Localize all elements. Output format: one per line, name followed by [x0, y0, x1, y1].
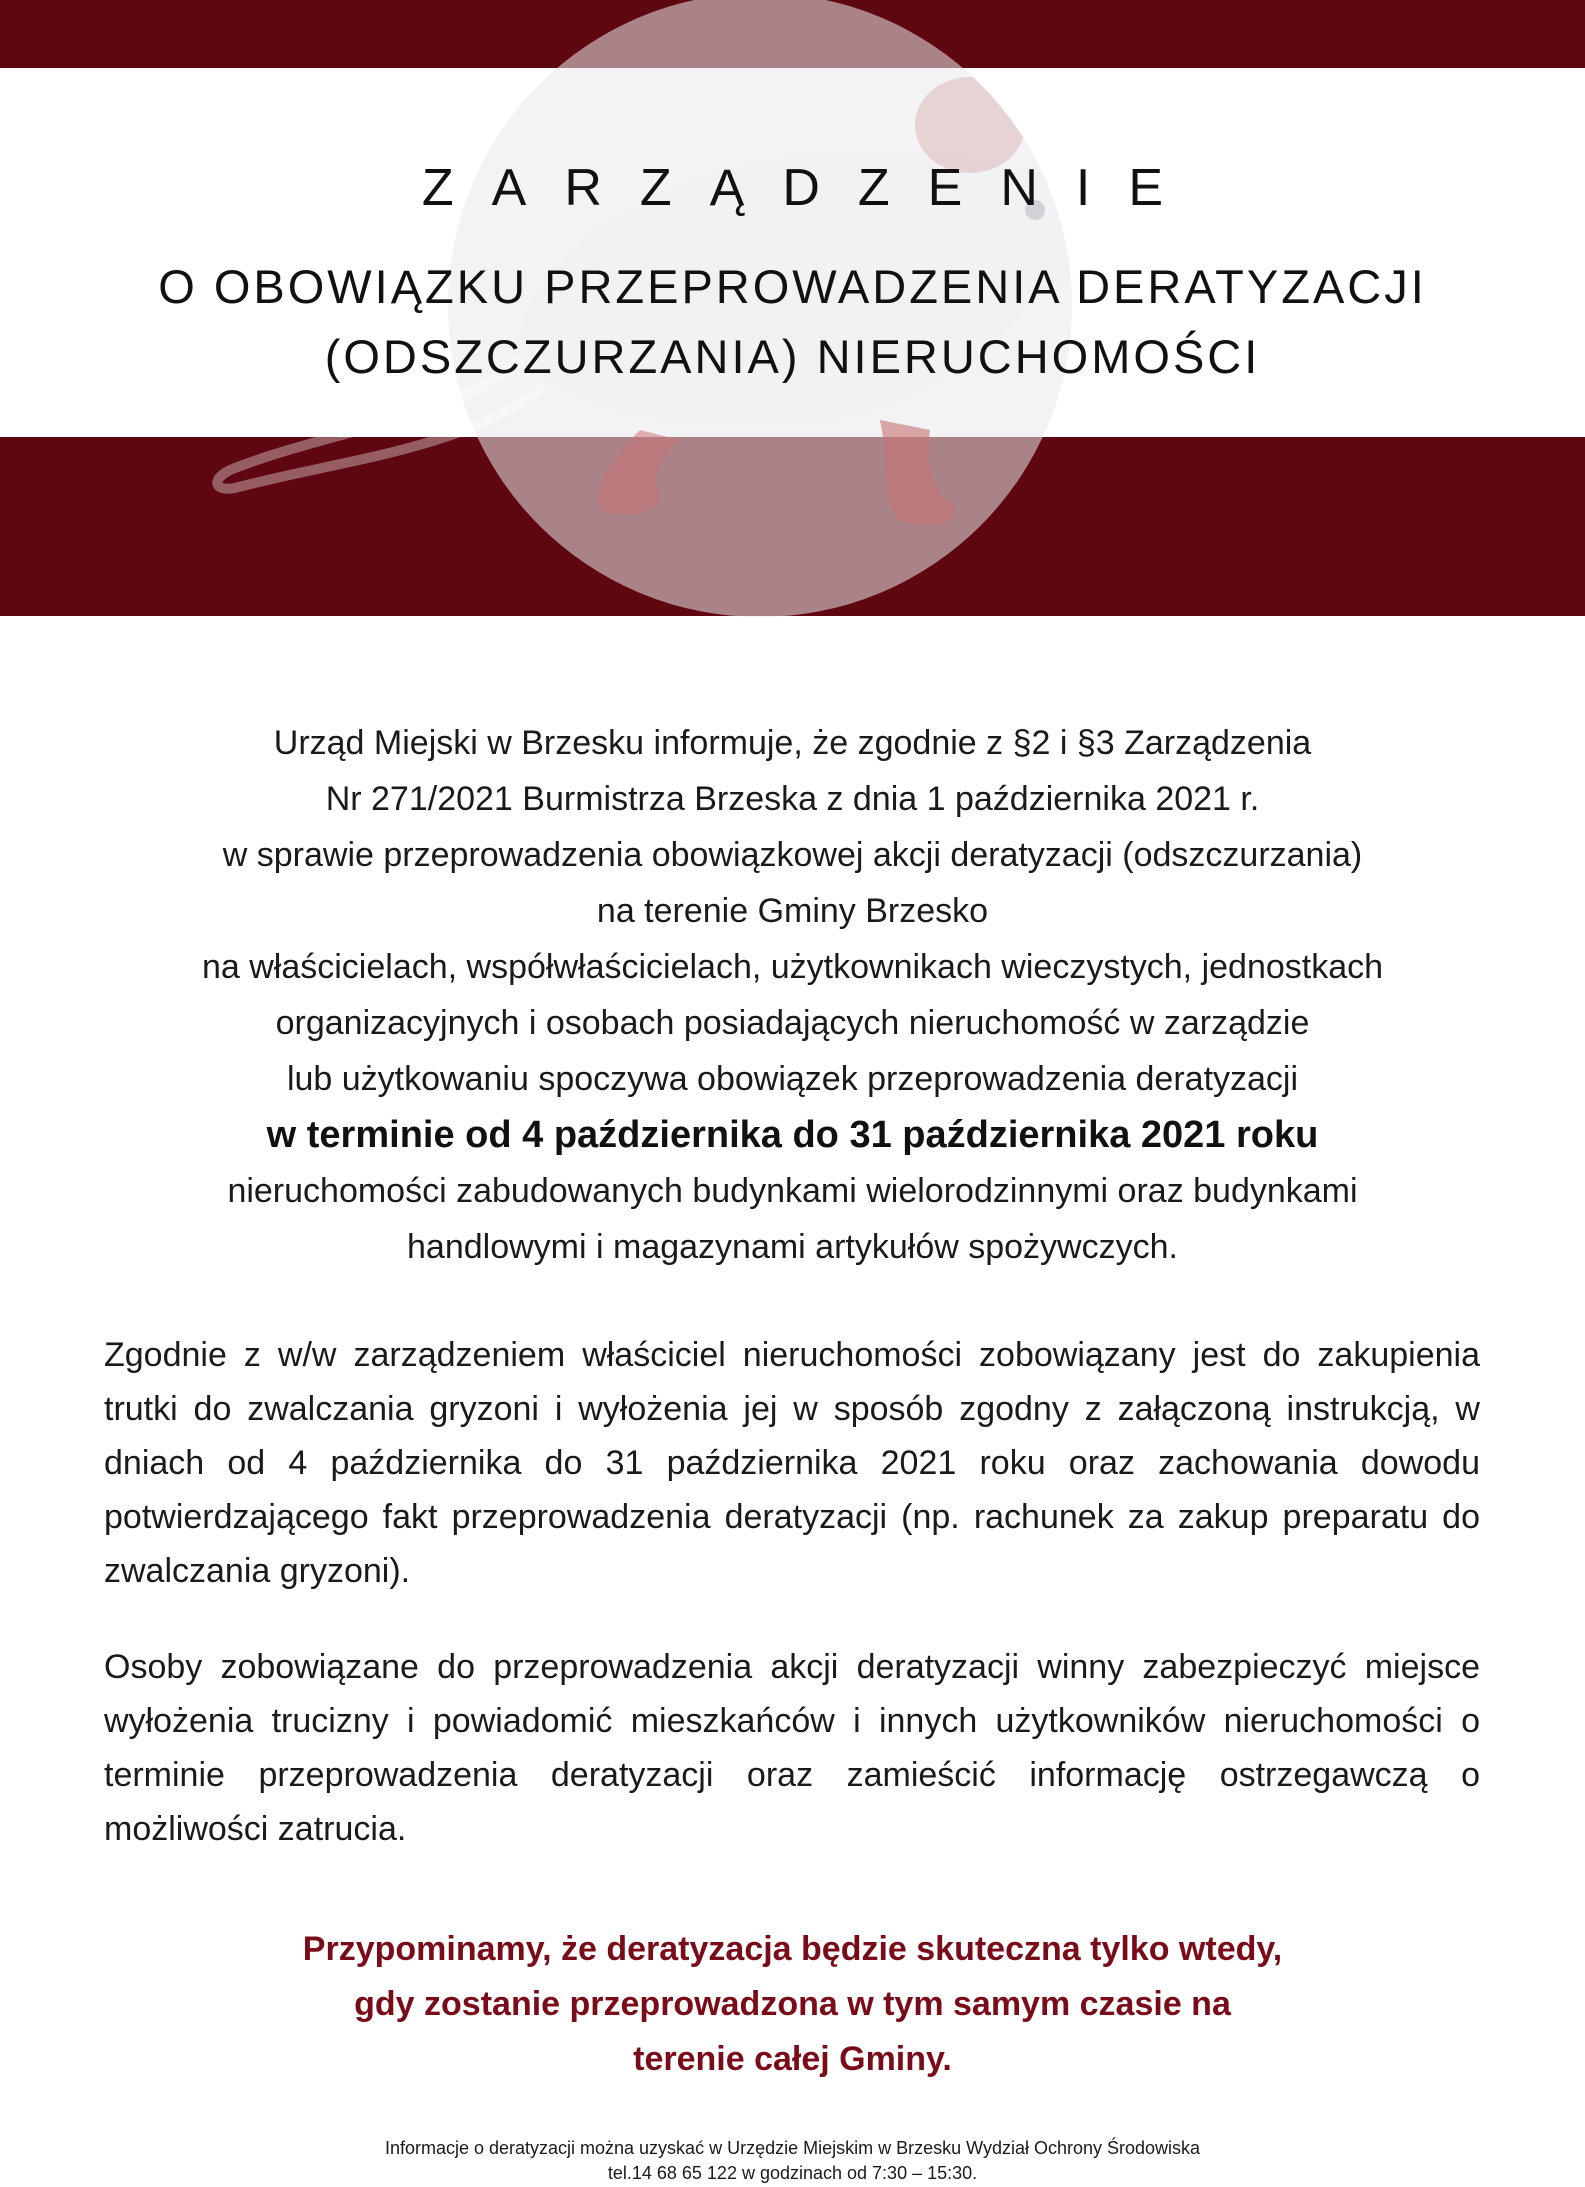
intro-line: Urząd Miejski w Brzesku informuje, że zgodnie z §2 i §3 Zarządzenia — [273, 724, 1312, 762]
subtitle-line-1: O OBOWIĄZKU PRZEPROWADZENIA DERATYZACJI — [158, 260, 1427, 313]
footer-line: tel.14 68 65 122 w godzinach od 7:30 – 15:30. — [607, 2163, 978, 2183]
page-title: ZARZĄDZENIE — [421, 159, 1202, 217]
reminder-note — [160, 1922, 1425, 2087]
footer-contact — [200, 2136, 1385, 2186]
safety-paragraph: Osoby zobowiązane do przeprowadzenia akcji deratyzacji winny zabezpieczyć miejsce wyłożenia trucizny i powiadomić mieszkańców i innych użytkowników nieruchomości o terminie przeprowadzenia deratyzacji oraz zamieścić informację ostrzegawczą o możliwości zatrucia. — [104, 1648, 1480, 1848]
page-subtitle — [60, 252, 1525, 392]
intro-section — [60, 715, 1525, 1275]
footer-line: Informacje o deratyzacji można uzyskać w Urzędzie Miejskim w Brzesku Wydział Ochrony Środowiska — [384, 2138, 1201, 2158]
subtitle-line-2: (ODSZCZURZANIA) NIERUCHOMOŚCI — [324, 330, 1261, 383]
intro-line: lub użytkowaniu spoczywa obowiązek przeprowadzenia deratyzacji — [286, 1060, 1299, 1098]
deadline-text: w terminie od 4 października do 31 października 2021 roku — [266, 1114, 1319, 1156]
intro-line: Nr 271/2021 Burmistrza Brzeska z dnia 1 października 2021 r. — [325, 780, 1260, 818]
intro-line: w sprawie przeprowadzenia obowiązkowej akcji deratyzacji (odszczurzania) — [222, 836, 1363, 874]
intro-line: nieruchomości zabudowanych budynkami wielorodzinnymi oraz budynkami — [227, 1172, 1358, 1210]
intro-line: handlowymi i magazynami artykułów spożywczych. — [407, 1228, 1178, 1266]
intro-line: na terenie Gminy Brzesko — [596, 892, 989, 930]
reminder-line: gdy zostanie przeprowadzona w tym samym czasie na — [354, 1985, 1231, 2023]
intro-line: na właścicielach, współwłaścicielach, użytkownikach wieczystych, jednostkach — [201, 948, 1384, 986]
reminder-line: terenie całej Gminy. — [633, 2040, 952, 2078]
reminder-line: Przypominamy, że deratyzacja będzie skuteczna tylko wtedy, — [302, 1930, 1283, 1968]
obligation-paragraph: Zgodnie z w/w zarządzeniem właściciel nieruchomości zobowiązany jest do zakupienia trutki do zwalczania gryzoni i wyłożenia jej w sposób zgodny z załączoną instrukcją, w dniach od 4 października do 31 października 2021 roku oraz zachowania dowodu potwierdzającego fakt przeprowadzenia deratyzacji (np. rachunek za zakup preparatu do zwalczania gryzoni). — [104, 1336, 1480, 1590]
intro-line: organizacyjnych i osobach posiadających nieruchomość w zarządzie — [275, 1004, 1310, 1042]
